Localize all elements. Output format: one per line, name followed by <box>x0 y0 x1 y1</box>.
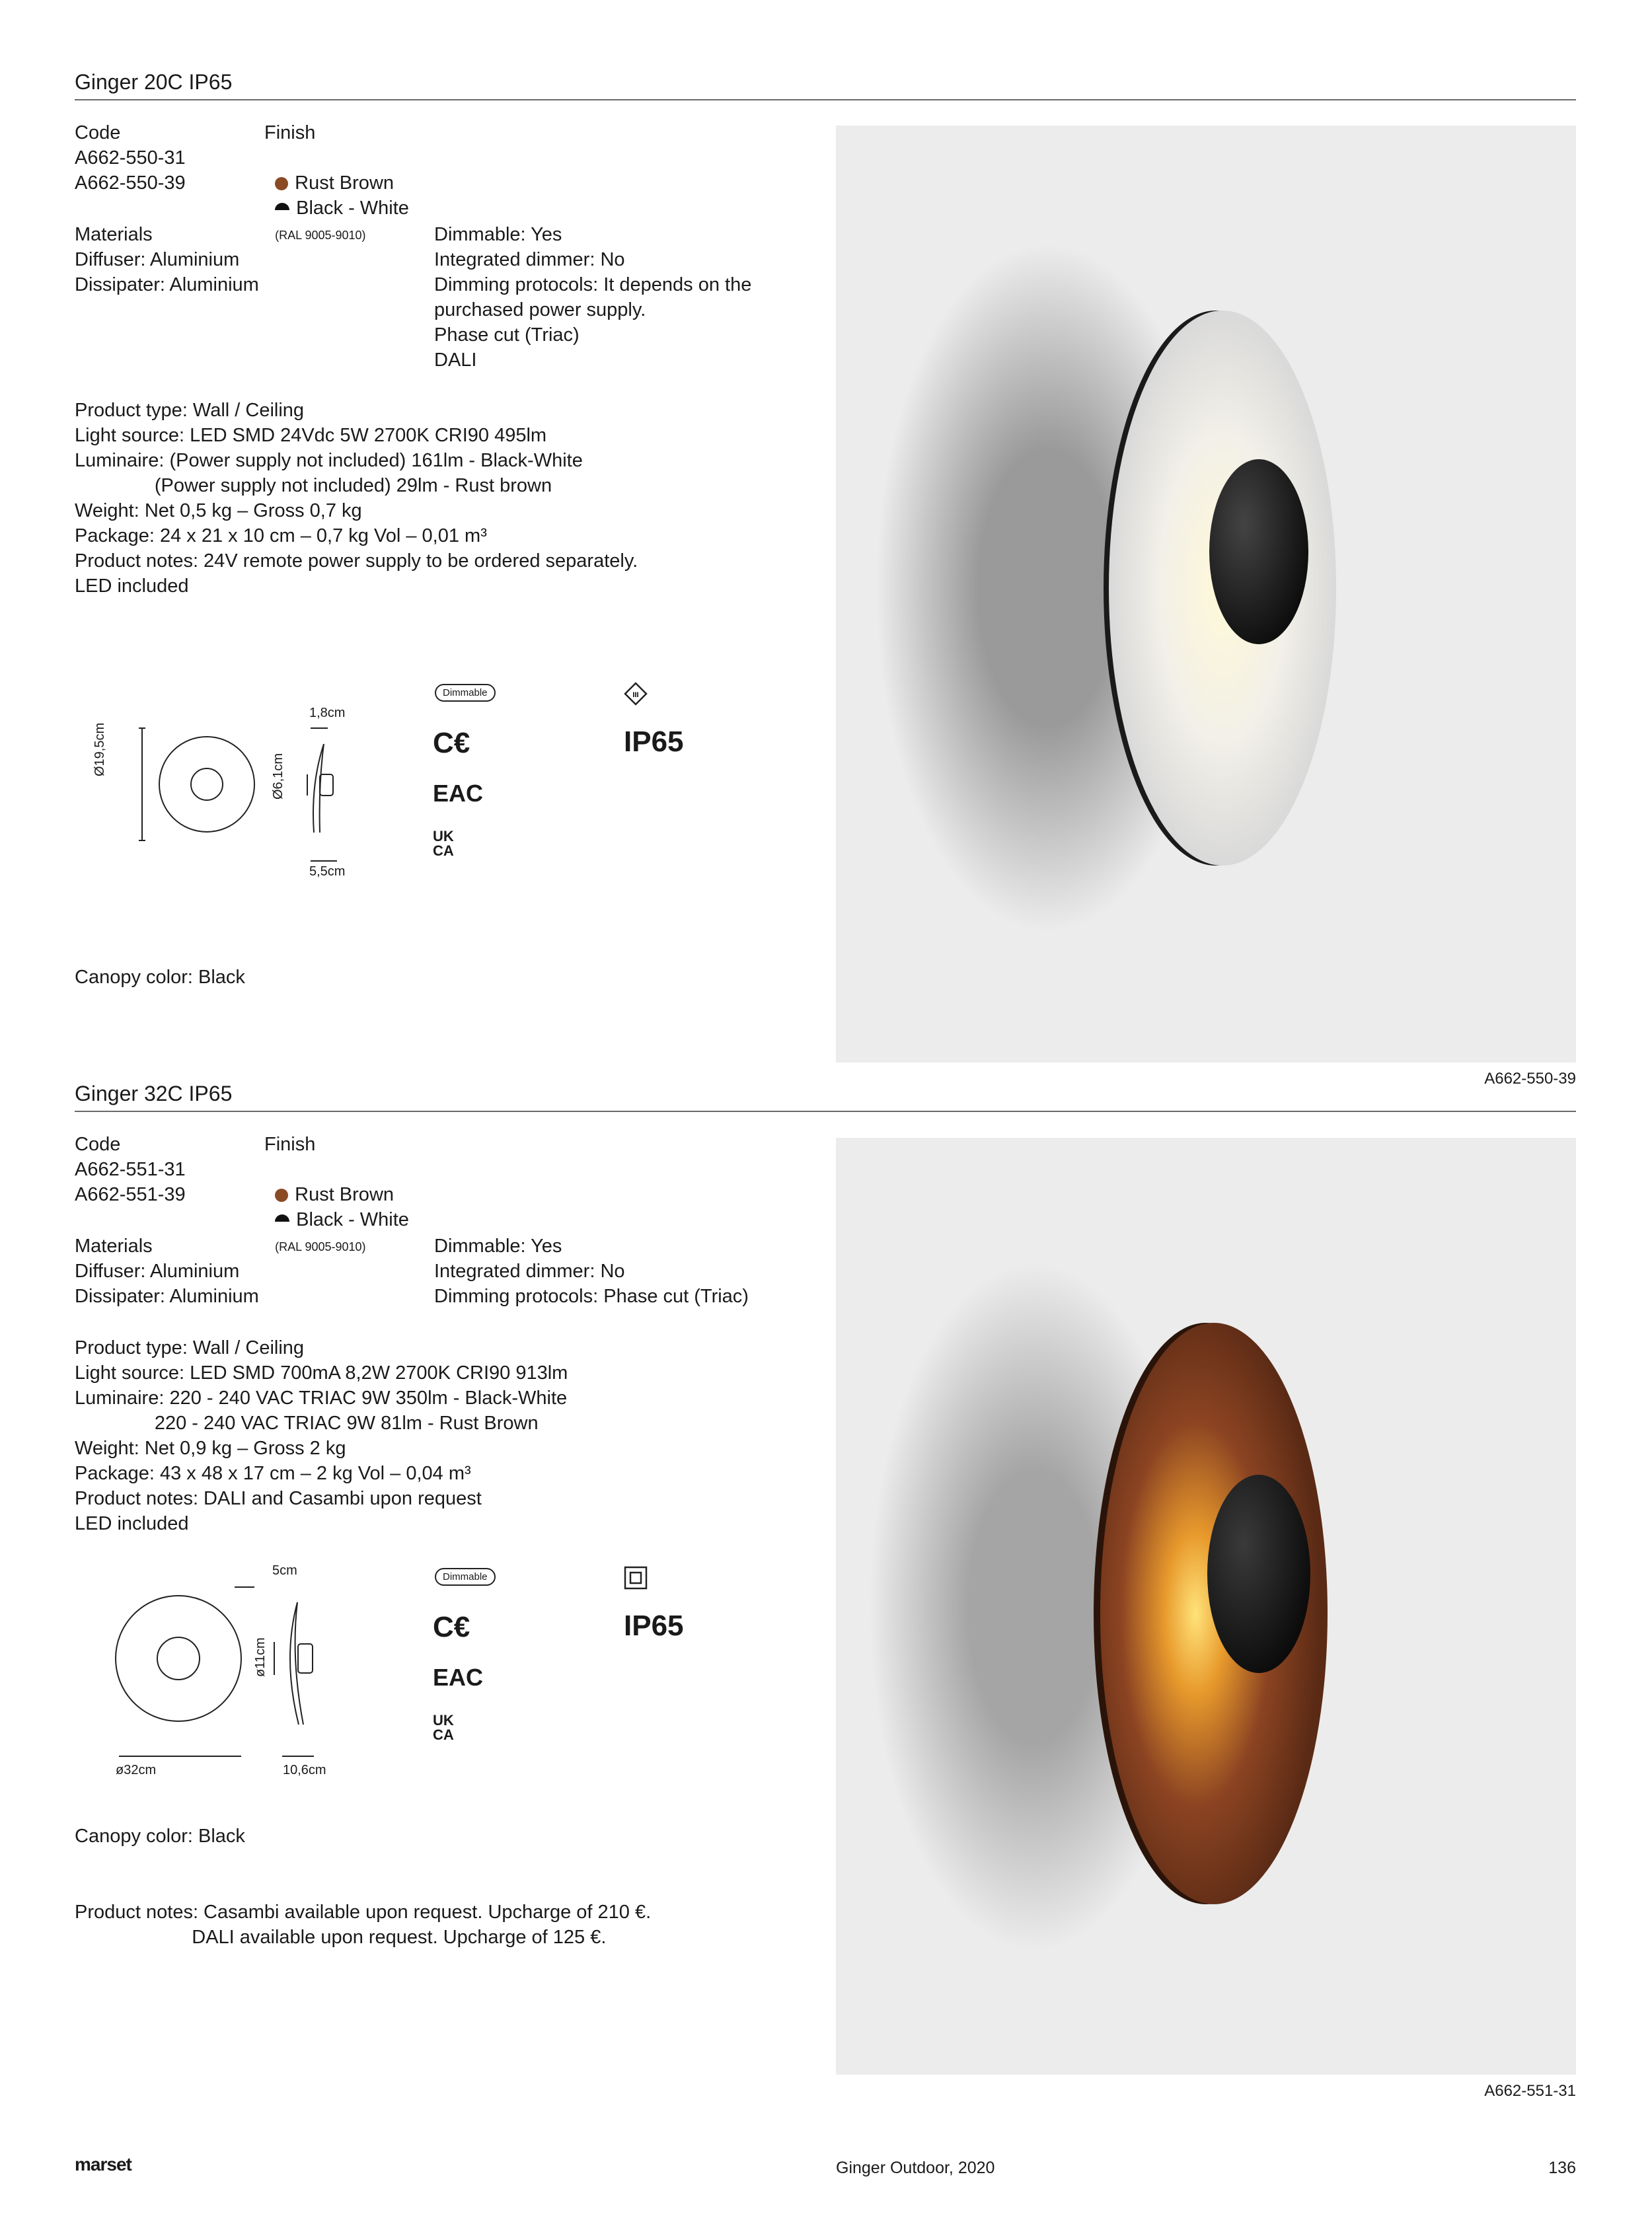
dimmable-badge: Dimmable <box>435 1568 496 1586</box>
dimming-line: Integrated dimmer: No <box>434 249 625 270</box>
finish-header: Finish <box>264 122 316 143</box>
ce-mark-icon: C€ <box>433 1611 470 1643</box>
materials-line: Dissipater: Aluminium <box>75 274 259 295</box>
front-view <box>116 1596 241 1756</box>
spec-line: Product type: Wall / Ceiling <box>75 1337 305 1358</box>
product-photo <box>836 1138 1576 2075</box>
code-header: Code <box>75 122 121 143</box>
extra-note: DALI available upon request. Upcharge of 125 €. <box>75 1927 607 1948</box>
spec-line: Weight: Net 0,9 kg – Gross 2 kg <box>75 1438 346 1459</box>
spec-line: Light source: LED SMD 24Vdc 5W 2700K CRI90 495lm <box>75 425 547 446</box>
dim-height: 5cm <box>272 1563 297 1578</box>
code-2: A662-551-39 <box>75 1184 186 1205</box>
spec-line: Weight: Net 0,5 kg – Gross 0,7 kg <box>75 500 362 521</box>
code-header: Code <box>75 1134 121 1155</box>
eac-mark-icon: EAC <box>433 1664 484 1691</box>
product-photo <box>836 126 1576 1062</box>
finish-header: Finish <box>264 1134 316 1155</box>
finish-name: Black - White <box>296 198 409 219</box>
photo-caption: A662-550-39 <box>1484 1070 1576 1088</box>
dimming-line: Dimmable: Yes <box>434 224 562 245</box>
ukca-mark-icon: UK CA <box>433 828 454 859</box>
canopy-color: Canopy color: Black <box>75 967 245 988</box>
spec-line: (Power supply not included) 29lm - Rust brown <box>75 475 552 496</box>
dimension-drawing <box>109 1573 354 1771</box>
spec-line: Light source: LED SMD 700mA 8,2W 2700K CRI90 913lm <box>75 1362 568 1384</box>
spec-line: Package: 24 x 21 x 10 cm – 0,7 kg Vol – 0,01 m³ <box>75 525 487 546</box>
dimming-line: Dimmable: Yes <box>434 1236 562 1257</box>
ukca-mark-icon: UK CA <box>433 1712 454 1743</box>
code-1: A662-550-31 <box>75 147 186 168</box>
dimension-drawing <box>112 700 363 892</box>
dim-depth: 10,6cm <box>283 1763 326 1777</box>
page-number: 136 <box>1548 2159 1576 2177</box>
spec-line: Luminaire: (Power supply not included) 161lm - Black-White <box>75 450 583 471</box>
product-title: Ginger 20C IP65 <box>75 70 233 94</box>
finish-name: Black - White <box>296 1209 409 1230</box>
title-rule <box>75 99 1576 100</box>
dimming-line: purchased power supply. <box>434 299 646 320</box>
black-white-icon <box>275 1214 289 1222</box>
class-ii-icon <box>624 1566 648 1590</box>
materials-heading: Materials <box>75 224 153 245</box>
extra-note: Product notes: Casambi available upon request. Upcharge of 210 €. <box>75 1902 652 1923</box>
spec-line: Product notes: 24V remote power supply to be ordered separately. <box>75 550 638 572</box>
materials-line: Diffuser: Aluminium <box>75 1261 240 1282</box>
product-title: Ginger 32C IP65 <box>75 1082 233 1105</box>
code-1: A662-551-31 <box>75 1159 186 1180</box>
spec-line: LED included <box>75 1513 189 1534</box>
side-view <box>235 1587 314 1756</box>
spec-line: Product notes: DALI and Casambi upon request <box>75 1488 482 1509</box>
spec-line: LED included <box>75 576 189 597</box>
ce-mark-icon: C€ <box>433 727 470 759</box>
spec-line: Product type: Wall / Ceiling <box>75 400 305 421</box>
finish-note: (RAL 9005-9010) <box>275 1240 366 1253</box>
dimming-line: Dimming protocols: Phase cut (Triac) <box>434 1286 749 1307</box>
dimmable-badge: Dimmable <box>435 684 496 702</box>
dim-canopy: Ø6,1cm <box>271 753 285 799</box>
side-view <box>307 728 337 861</box>
dim-diameter: Ø19,5cm <box>93 722 107 776</box>
finish-name: Rust Brown <box>295 1184 394 1205</box>
spec-line: Luminaire: 220 - 240 VAC TRIAC 9W 350lm - Black-White <box>75 1388 568 1409</box>
materials-heading: Materials <box>75 1236 153 1257</box>
black-white-icon <box>275 203 289 210</box>
photo-caption: A662-551-31 <box>1484 2082 1576 2100</box>
dim-diameter: ø32cm <box>116 1763 157 1777</box>
dimming-line: Integrated dimmer: No <box>434 1261 625 1282</box>
class-iii-icon <box>624 682 648 706</box>
dim-canopy: ø11cm <box>253 1637 268 1677</box>
ip-rating: IP65 <box>624 725 684 758</box>
finish-black-white <box>264 170 409 248</box>
dimming-line: Dimming protocols: It depends on the <box>434 274 752 295</box>
finish-black-white <box>264 1182 409 1259</box>
finish-name: Rust Brown <box>295 172 394 194</box>
materials-line: Diffuser: Aluminium <box>75 249 240 270</box>
dim-height: 1,8cm <box>309 706 346 720</box>
spec-line: Package: 43 x 48 x 17 cm – 2 kg Vol – 0,04 m³ <box>75 1463 471 1484</box>
title-rule <box>75 1111 1576 1112</box>
code-2: A662-550-39 <box>75 172 186 194</box>
front-view <box>139 728 254 840</box>
dimming-line: Phase cut (Triac) <box>434 324 580 346</box>
footer-collection: Ginger Outdoor, 2020 <box>836 2159 995 2177</box>
spec-line: 220 - 240 VAC TRIAC 9W 81lm - Rust Brown <box>75 1413 539 1434</box>
dome <box>1209 459 1308 644</box>
brand-logo: marset <box>75 2154 131 2174</box>
materials-line: Dissipater: Aluminium <box>75 1286 259 1307</box>
dimming-line: DALI <box>434 350 477 371</box>
svg-text:III: III <box>632 691 639 699</box>
dim-depth: 5,5cm <box>309 864 346 879</box>
finish-note: (RAL 9005-9010) <box>275 229 366 242</box>
dome <box>1207 1475 1310 1673</box>
ip-rating: IP65 <box>624 1610 684 1642</box>
canopy-color: Canopy color: Black <box>75 1826 245 1847</box>
eac-mark-icon: EAC <box>433 780 484 807</box>
